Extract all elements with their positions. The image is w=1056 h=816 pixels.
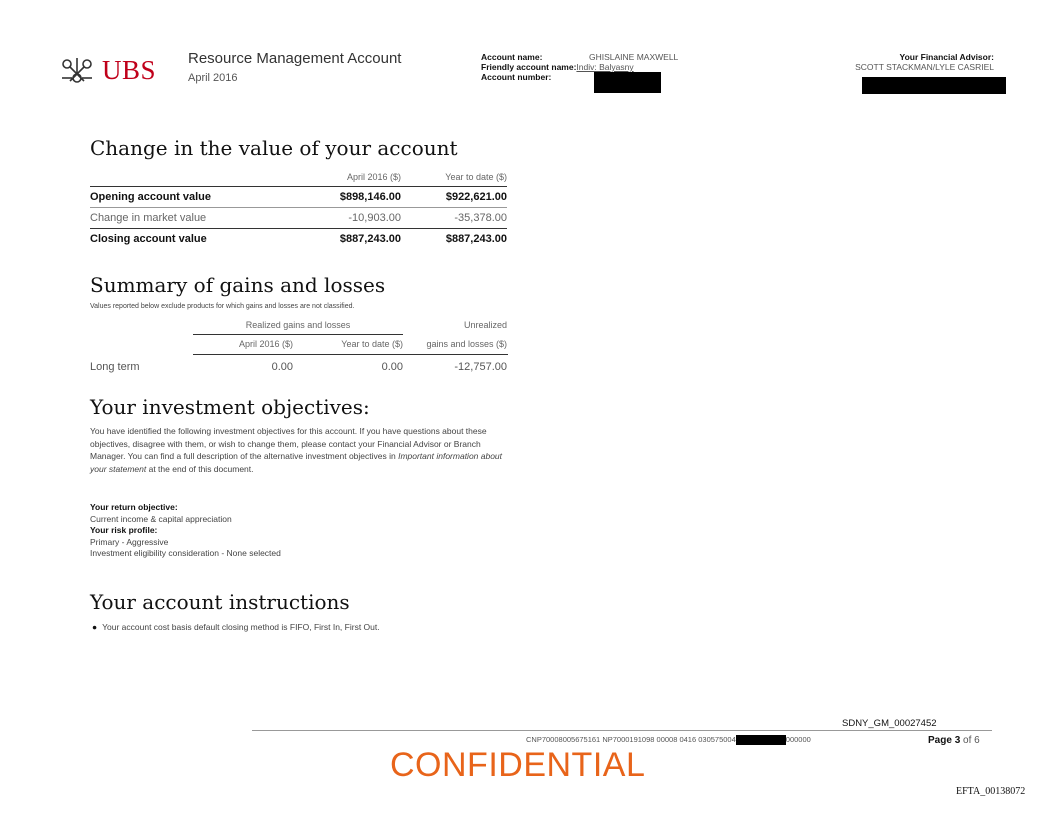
gains-header-rule xyxy=(193,354,508,355)
change-in-value-table xyxy=(90,168,507,249)
ubs-keys-icon xyxy=(58,56,96,86)
statement-title: Resource Management Account xyxy=(188,50,402,67)
row-label: Change in market value xyxy=(90,208,283,229)
col-ytd-header: Year to date ($) xyxy=(341,339,403,349)
gains-note: Values reported below exclude products for which gains and losses are not classified. xyxy=(90,303,355,310)
page-label: Page xyxy=(928,735,952,746)
advisor-info xyxy=(855,52,994,72)
redaction-advisor xyxy=(862,77,1006,94)
redaction-code xyxy=(736,735,786,745)
confidential-stamp: CONFIDENTIAL xyxy=(390,746,646,784)
instructions-title: Your account instructions xyxy=(90,590,350,614)
objectives-title: Your investment objectives: xyxy=(90,395,370,419)
redaction-account-number xyxy=(594,72,661,93)
row-label: Closing account value xyxy=(90,233,207,245)
ubs-logo xyxy=(58,55,156,86)
table-header-row xyxy=(90,168,507,187)
table-row xyxy=(90,208,507,229)
row-ytd: -35,378.00 xyxy=(401,208,507,229)
unrealized-header-1: Unrealized xyxy=(463,320,507,330)
page-of: of xyxy=(963,735,972,746)
risk-profile-value: Primary - Aggressive xyxy=(90,536,169,547)
bullet-icon: ● xyxy=(92,622,98,632)
advisor-value: SCOTT STACKMAN/LYLE CASRIEL xyxy=(855,62,994,72)
return-objective-value: Current income & capital appreciation xyxy=(90,513,232,524)
ubs-wordmark: UBS xyxy=(102,55,157,85)
friendly-name-label: Friendly account name: xyxy=(481,62,577,72)
unrealized-header-2: gains and losses ($) xyxy=(426,339,507,349)
row-label: Long term xyxy=(90,361,140,373)
realized-header-rule xyxy=(193,334,403,335)
statement-period: April 2016 xyxy=(188,72,238,84)
instruction-text: Your account cost basis default closing method is FIFO, First In, First Out. xyxy=(102,622,380,632)
row-month: 0.00 xyxy=(271,361,293,373)
bates-number: SDNY_GM_00027452 xyxy=(842,718,937,729)
account-name-value: GHISLAINE MAXWELL xyxy=(589,52,679,62)
instruction-item xyxy=(92,622,380,632)
row-ytd: $887,243.00 xyxy=(445,233,507,245)
efta-number: EFTA_00138072 xyxy=(956,786,1026,797)
account-number-label: Account number: xyxy=(481,72,552,82)
code-right: 000000 xyxy=(785,735,811,744)
change-in-value-title: Change in the value of your account xyxy=(90,136,458,160)
row-unrealized: -12,757.00 xyxy=(454,361,507,373)
table-row xyxy=(90,187,507,208)
col-month-header: April 2016 ($) xyxy=(283,168,401,187)
friendly-name-value: Indiv: Balyasny xyxy=(576,62,634,72)
row-month: $898,146.00 xyxy=(283,187,401,208)
table-row xyxy=(90,229,507,250)
page-number: 3 xyxy=(954,735,961,746)
row-ytd: 0.00 xyxy=(381,361,403,373)
col-month-header: April 2016 ($) xyxy=(238,339,293,349)
objectives-text: You have identified the following investment objectives for this account. If you have questions about these objectives, disagree with them, or wish to change them, please contact your Financial Advisor or Branch Manager. You can find a full description of the alternative investment objectives in xyxy=(90,426,487,461)
account-name-label: Account name: xyxy=(481,52,543,62)
objectives-italic-text: Important information about your statement xyxy=(90,451,503,474)
page-indicator xyxy=(928,735,980,746)
gains-title: Summary of gains and losses xyxy=(90,273,386,297)
footer-rule xyxy=(252,730,992,731)
page-total: 6 xyxy=(974,735,980,746)
realized-header: Realized gains and losses xyxy=(245,320,351,330)
row-month: $887,243.00 xyxy=(339,233,401,245)
objectives-details xyxy=(90,502,281,560)
objectives-text-end: at the end of this document. xyxy=(146,463,254,474)
row-label: Opening account value xyxy=(90,187,283,208)
gains-table xyxy=(90,318,507,378)
row-month: -10,903.00 xyxy=(283,208,401,229)
return-objective-label: Your return objective: xyxy=(90,502,178,512)
risk-profile-label: Your risk profile: xyxy=(90,525,158,535)
document-code xyxy=(526,735,811,745)
col-ytd-header: Year to date ($) xyxy=(401,168,507,187)
objectives-paragraph xyxy=(90,425,515,475)
advisor-label: Your Financial Advisor: xyxy=(899,52,994,62)
row-ytd: $922,621.00 xyxy=(401,187,507,208)
code-left: CNP70008005675161 NP7000191098 00008 0416 030575004 xyxy=(526,735,736,744)
eligibility-value: Investment eligibility consideration - None selected xyxy=(90,548,281,558)
